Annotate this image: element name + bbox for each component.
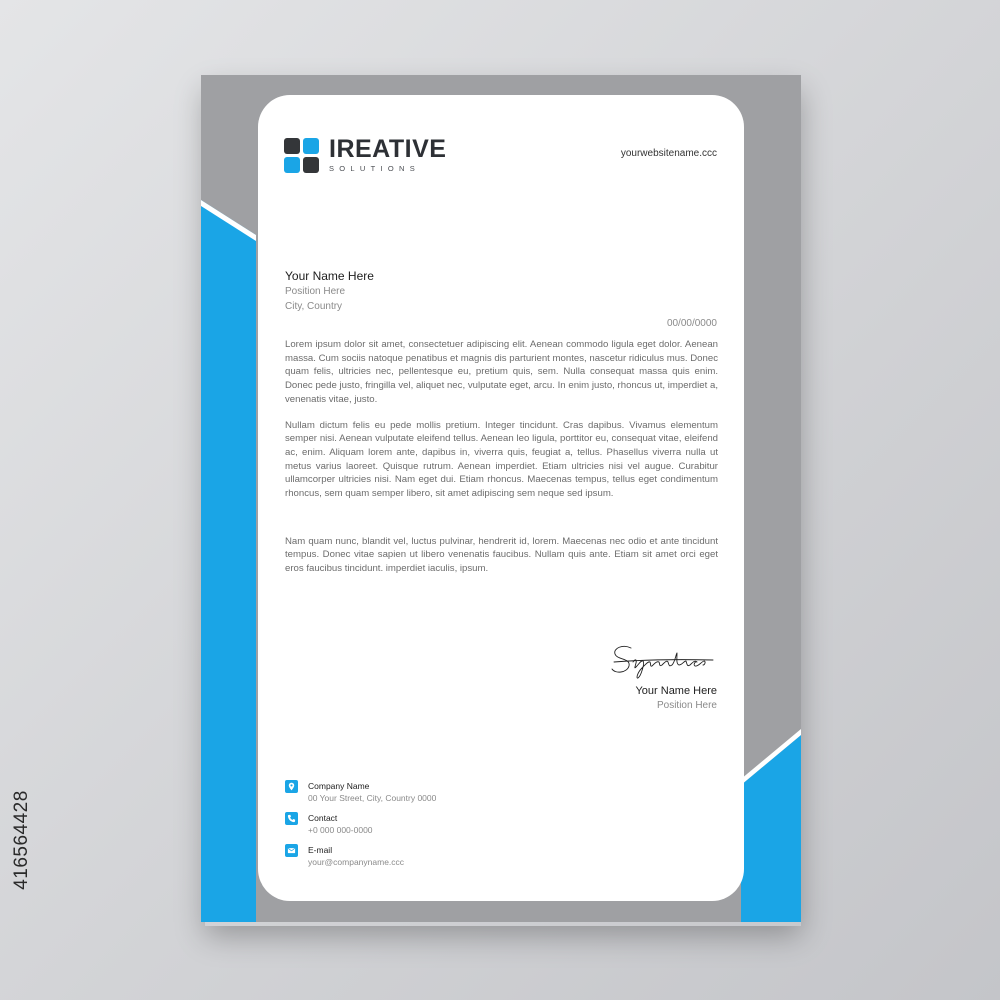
- recipient-location: City, Country: [285, 301, 343, 312]
- email-icon: [285, 844, 298, 857]
- signer-position: Position Here: [656, 700, 717, 711]
- company-logo: [284, 137, 446, 173]
- contact-item-address: [285, 780, 436, 812]
- logo-text: [329, 137, 446, 173]
- contact-value: +0 000 000-0000: [308, 825, 373, 835]
- contact-value: 00 Your Street, City, Country 0000: [308, 793, 437, 803]
- contact-value: your@companyname.ccc: [308, 857, 405, 867]
- stock-id-label: [8, 760, 36, 920]
- signer-name: Your Name Here: [635, 685, 717, 697]
- four-squares-logo-icon: [284, 138, 319, 173]
- phone-icon: [285, 812, 298, 825]
- recipient-name: Your Name Here: [285, 269, 374, 283]
- letter-content-card: [258, 95, 744, 901]
- right-blue-band: [741, 735, 801, 922]
- contact-item-phone: [285, 812, 436, 844]
- contact-label: Company Name: [308, 781, 370, 791]
- website-url: yourwebsitename.ccc: [620, 148, 717, 159]
- recipient-block: [285, 268, 374, 314]
- logo-square-top-left: [284, 138, 300, 154]
- letterhead-sheet: [201, 75, 801, 922]
- body-paragraph: Lorem ipsum dolor sit amet, consectetuer adipiscing elit. Aenean commodo ligula eget dolor. Aenean massa. Cum sociis natoque penatibus et magnis dis parturient montes, nascetur ridiculus mus. Donec quam felis, ultricies nec, pellentesque eu, pretium quis, sem. Nulla consequat massa quis enim. Donec pede justo, fringilla vel, aliquet nec, vulputate eget, arcu. In enim justo, rhoncus ut, imperdiet a, venenatis vitae, justo.: [285, 339, 718, 405]
- letter-date: 00/00/0000: [666, 318, 717, 329]
- stock-id-text: 416564428: [11, 790, 33, 890]
- logo-square-bottom-right: [303, 157, 319, 173]
- left-blue-band: [201, 200, 256, 922]
- letter-body: [285, 338, 718, 576]
- contact-label: E-mail: [308, 845, 333, 855]
- contact-label: Contact: [308, 813, 338, 823]
- signer-block: [635, 684, 717, 713]
- contact-list: [285, 780, 436, 876]
- logo-square-bottom-left: [284, 157, 300, 173]
- logo-square-top-right: [303, 138, 319, 154]
- handwritten-signature: [609, 640, 719, 680]
- brand-name: IREATIVE: [329, 135, 447, 163]
- recipient-position: Position Here: [285, 286, 346, 297]
- map-pin-icon: [285, 780, 298, 793]
- body-paragraph: Nullam dictum felis eu pede mollis pretium. Integer tincidunt. Cras dapibus. Vivamus elementum semper nisi. Aenean vulputate eleifend tellus. Aenean leo ligula, porttitor eu, consequat vitae, eleifend ac, enim. Aliquam lorem ante, dapibus in, viverra quis, feugiat a, tellus. Phasellus viverra nulla ut metus varius laoreet. Quisque rutrum. Aenean imperdiet. Etiam ultricies nisi vel augue. Curabitur ullamcorper ultricies nisi. Nam eget dui. Etiam rhoncus. Maecenas tempus, tellus eget condimentum rhoncus, sem quam semper libero, sit amet adipiscing sem neque sed ipsum.: [285, 419, 718, 500]
- body-paragraph: Nam quam nunc, blandit vel, luctus pulvinar, hendrerit id, lorem. Maecenas nec odio et ante tincidunt tempus. Donec vitae sapien ut libero venenatis faucibus. Nullam quis ante. Etiam sit amet orci eget eros faucibus tincidunt. imperdiet iaculis, ipsum.: [285, 535, 718, 575]
- contact-item-email: [285, 844, 436, 876]
- brand-tagline: SOLUTIONS: [329, 164, 421, 173]
